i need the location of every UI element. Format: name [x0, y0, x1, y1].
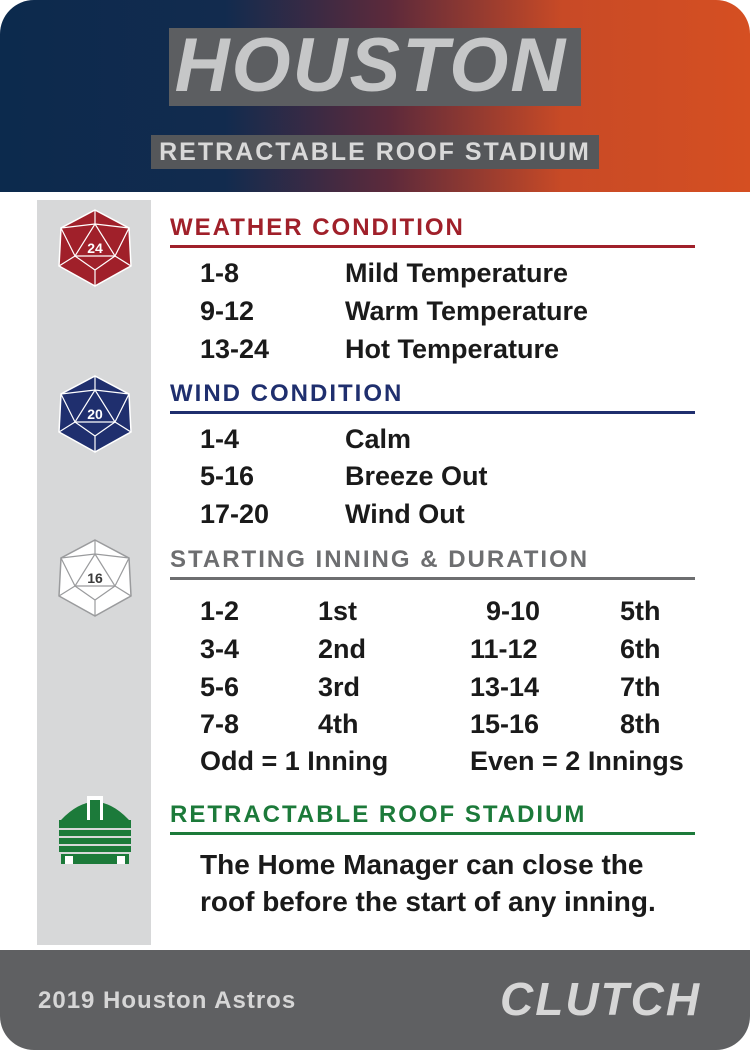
- wind-range-1: 1-4: [200, 424, 240, 454]
- brand-logo: CLUTCH: [500, 973, 702, 1025]
- weather-result-3: Hot Temperature: [345, 334, 560, 364]
- inning-result-7: 7th: [620, 672, 661, 702]
- inning-result-4: 4th: [318, 709, 359, 739]
- wind-result-3: Wind Out: [345, 499, 465, 529]
- inning-result-6: 6th: [620, 634, 661, 664]
- inning-result-5: 5th: [620, 596, 661, 626]
- wind-range-2: 5-16: [200, 461, 255, 491]
- inning-range-4: 7-8: [200, 709, 240, 739]
- inning-range-1: 1-2: [200, 596, 240, 626]
- wind-result-1: Calm: [345, 424, 412, 454]
- card-title: [0, 23, 750, 108]
- wind-divider: [170, 411, 695, 414]
- d20-die-icon: [55, 374, 135, 454]
- d24-label: 24: [87, 240, 103, 256]
- d16-label: 16: [87, 570, 103, 586]
- inning-range-3: 5-6: [200, 672, 240, 702]
- wind-result-2: Breeze Out: [345, 461, 488, 491]
- card-title-text: HOUSTON: [169, 28, 582, 106]
- inning-result-8: 8th: [620, 709, 661, 739]
- d24-die-icon: [55, 208, 135, 288]
- footer-team: 2019 Houston Astros: [38, 987, 297, 1014]
- inning-range-6: 11-12: [470, 634, 538, 664]
- inning-title: STARTING INNING & DURATION: [170, 546, 590, 573]
- weather-range-2: 9-12: [200, 296, 255, 326]
- inning-range-7: 13-14: [470, 672, 540, 702]
- weather-range-1: 1-8: [200, 258, 240, 288]
- wind-range-3: 17-20: [200, 499, 270, 529]
- stadium-icon: [55, 790, 135, 870]
- weather-result-1: Mild Temperature: [345, 258, 569, 288]
- roof-divider: [170, 832, 695, 835]
- weather-range-3: 13-24: [200, 334, 270, 364]
- inning-result-1: 1st: [318, 596, 358, 626]
- inning-range-2: 3-4: [200, 634, 240, 664]
- inning-result-3: 3rd: [318, 672, 361, 702]
- weather-title: WEATHER CONDITION: [170, 214, 465, 241]
- inning-range-8: 15-16: [470, 709, 540, 739]
- wind-title: WIND CONDITION: [170, 380, 404, 407]
- inning-odd-note: Odd = 1 Inning: [200, 746, 389, 776]
- inning-divider: [170, 577, 695, 580]
- d16-die-icon: [55, 538, 135, 618]
- roof-title: RETRACTABLE ROOF STADIUM: [170, 801, 587, 828]
- card-subtitle: [0, 138, 750, 167]
- card-subtitle-text: RETRACTABLE ROOF STADIUM: [151, 135, 599, 169]
- roof-text-line-1: The Home Manager can close the: [200, 849, 644, 880]
- d20-label: 20: [87, 406, 103, 422]
- inning-range-5: 9-10: [486, 596, 541, 626]
- inning-even-note: Even = 2 Innings: [470, 746, 684, 776]
- roof-text-line-2: roof before the start of any inning.: [200, 886, 656, 917]
- weather-result-2: Warm Temperature: [345, 296, 589, 326]
- weather-divider: [170, 245, 695, 248]
- inning-result-2: 2nd: [318, 634, 367, 664]
